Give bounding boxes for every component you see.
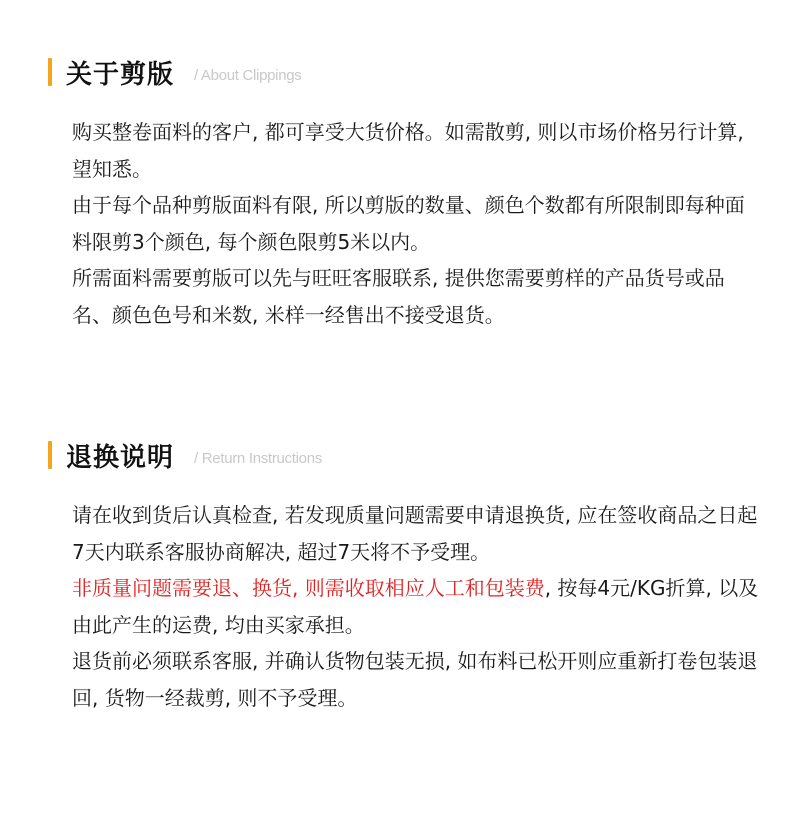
section-body-clippings bbox=[72, 114, 762, 333]
section-heading-returns bbox=[48, 437, 322, 473]
paragraph: 所需面料需要剪版可以先与旺旺客服联系, 提供您需要剪样的产品货号或品名、颜色色号和米数, 米样一经售出不接受退货。 bbox=[72, 266, 725, 327]
highlight-text: 非质量问题需要退、换货, 则需收取相应人工和包装费 bbox=[72, 576, 545, 600]
section-body-returns bbox=[72, 497, 762, 716]
paragraph-fee-notice bbox=[72, 570, 762, 643]
accent-bar bbox=[48, 441, 52, 469]
section-subtitle: / Return Instructions bbox=[194, 449, 322, 467]
paragraph: 购买整卷面料的客户, 都可享受大货价格。如需散剪, 则以市场价格另行计算, 望知悉。 bbox=[72, 120, 744, 181]
paragraph: 请在收到货后认真检查, 若发现质量问题需要申请退换货, 应在签收商品之日起7天内联系客服协商解决, 超过7天将不予受理。 bbox=[72, 503, 758, 564]
section-heading-clippings bbox=[48, 54, 302, 90]
section-title: 关于剪版 bbox=[66, 59, 175, 90]
section-title: 退换说明 bbox=[66, 442, 175, 473]
paragraph: 由于每个品种剪版面料有限, 所以剪版的数量、颜色个数都有所限制即每种面料限剪3个颜色, 每个颜色限剪5米以内。 bbox=[72, 193, 745, 254]
section-subtitle: / About Clippings bbox=[194, 66, 302, 84]
paragraph: 退货前必须联系客服, 并确认货物包装无损, 如布料已松开则应重新打卷包装退回, 货物一经裁剪, 则不予受理。 bbox=[72, 649, 758, 710]
paragraph-rest: , 按每4元/KG折算, 以及由此产生的运费, 均由买家承担。 bbox=[72, 576, 759, 637]
accent-bar bbox=[48, 58, 52, 86]
